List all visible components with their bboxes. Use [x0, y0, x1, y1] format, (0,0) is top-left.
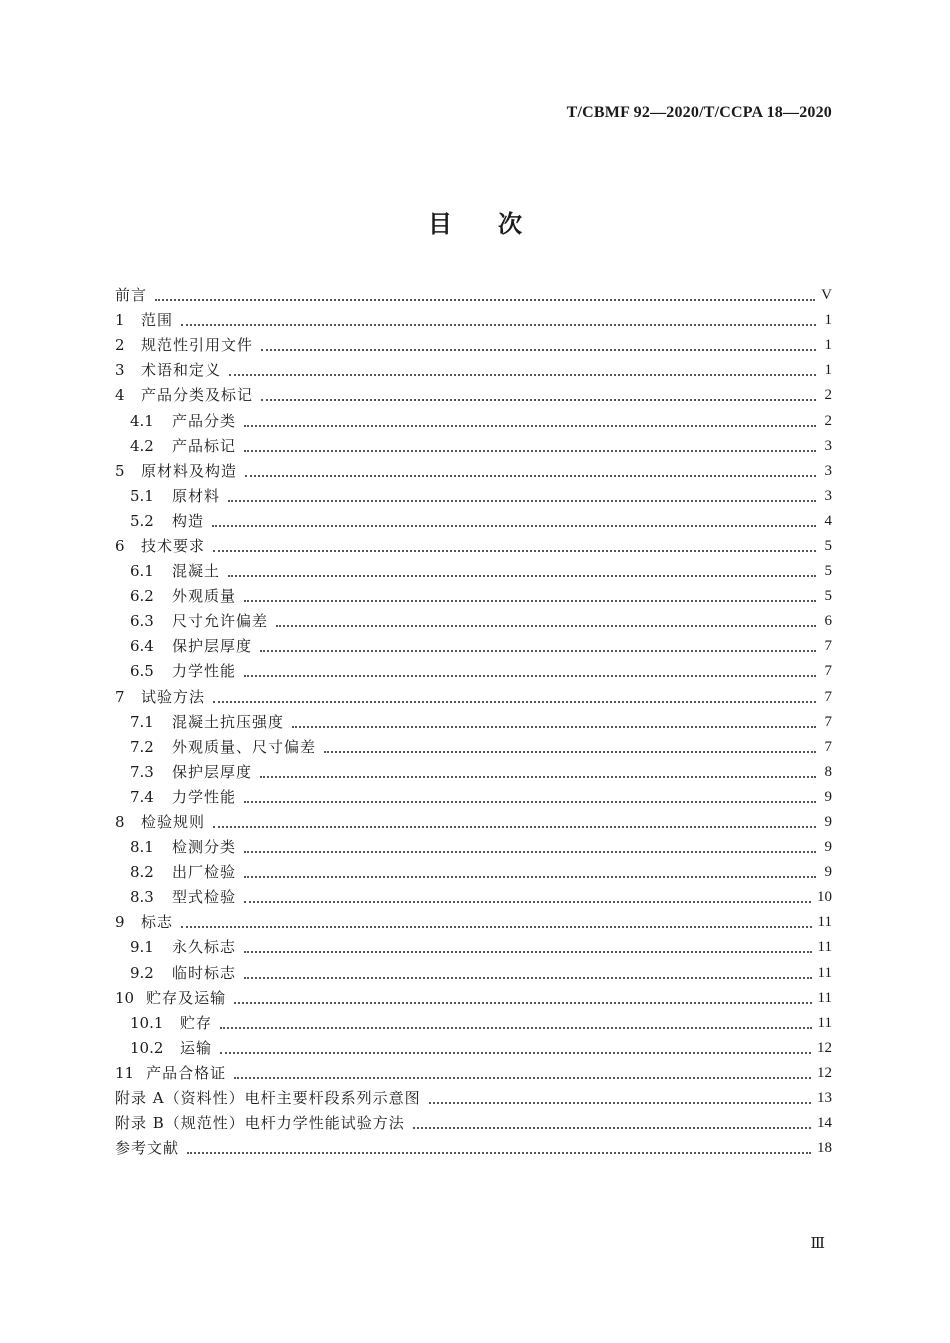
toc-entry-number: 3	[115, 361, 125, 380]
toc-entry-title: 检验规则	[141, 813, 206, 832]
toc-entry-page: 11	[817, 964, 832, 981]
toc-entry[interactable]	[115, 484, 832, 509]
toc-entry-page: 4	[824, 512, 832, 529]
toc-entry-title: 参考文献	[115, 1139, 180, 1158]
toc-entry-title: 标志	[141, 913, 174, 932]
toc-entry-page: 1	[824, 362, 832, 379]
toc-entry-page: 1	[824, 337, 832, 354]
toc-entry-page: 2	[824, 412, 832, 429]
toc-entry[interactable]	[115, 283, 832, 308]
toc-dot-leader	[229, 373, 816, 376]
toc-entry[interactable]	[115, 308, 832, 333]
toc-entry-title: 贮存	[180, 1013, 213, 1032]
toc-entry-title: 附录 A（资料性）电杆主要杆段系列示意图	[115, 1089, 421, 1108]
toc-entry[interactable]	[115, 1111, 832, 1136]
toc-dot-leader	[181, 323, 816, 326]
toc-entry-number: 6.5	[130, 662, 154, 681]
toc-entry[interactable]	[115, 760, 832, 785]
toc-dot-leader	[260, 649, 816, 652]
toc-entry-title: 运输	[180, 1038, 213, 1057]
toc-entry[interactable]	[115, 358, 832, 383]
toc-entry-title: 外观质量、尺寸偏差	[172, 737, 317, 756]
toc-entry-title: 检测分类	[172, 838, 237, 857]
toc-entry-title: 出厂检验	[172, 863, 237, 882]
toc-dot-leader	[244, 800, 816, 803]
toc-entry-number: 4	[115, 386, 125, 405]
toc-entry-title: 附录 B（规范性）电杆力学性能试验方法	[115, 1114, 405, 1133]
toc-entry-page: 9	[824, 864, 832, 881]
toc-entry-page: 6	[824, 613, 832, 630]
toc-entry-title: 混凝土	[172, 562, 221, 581]
toc-dot-leader	[212, 524, 816, 527]
toc-dot-leader	[261, 348, 816, 351]
toc-entry-page: 9	[824, 839, 832, 856]
toc-entry[interactable]	[115, 559, 832, 584]
toc-entry-title: 规范性引用文件	[141, 336, 254, 355]
toc-entry-page: 14	[817, 1115, 832, 1132]
toc-dot-leader	[244, 850, 816, 853]
toc-entry-page: 7	[824, 713, 832, 730]
toc-entry-page: 11	[817, 939, 832, 956]
toc-entry-number: 9	[115, 913, 125, 932]
toc-entry[interactable]	[115, 810, 832, 835]
toc-entry[interactable]	[115, 383, 832, 408]
toc-dot-leader	[213, 549, 816, 552]
toc-entry-title: 贮存及运输	[146, 988, 227, 1007]
toc-dot-leader	[244, 599, 816, 602]
toc-dot-leader	[261, 398, 816, 401]
toc-entry[interactable]	[115, 1061, 832, 1086]
toc-entry-page: 3	[824, 462, 832, 479]
toc-entry[interactable]	[115, 710, 832, 735]
toc-entry-title: 构造	[172, 511, 205, 530]
toc-entry-title: 原材料及构造	[141, 461, 238, 480]
toc-entry-title: 临时标志	[172, 963, 237, 982]
toc-entry-number: 2	[115, 336, 125, 355]
toc-dot-leader	[244, 900, 811, 903]
toc-dot-leader	[244, 449, 816, 452]
toc-entry-page: 5	[824, 588, 832, 605]
page-number: Ⅲ	[810, 1236, 825, 1252]
toc-entry-title: 技术要求	[141, 536, 206, 555]
toc-entry-number: 5.1	[130, 486, 154, 505]
toc-entry[interactable]	[115, 735, 832, 760]
toc-entry-number: 4.1	[130, 411, 154, 430]
toc-entry-page: 11	[817, 989, 832, 1006]
toc-entry[interactable]	[115, 935, 832, 960]
toc-entry-title: 保护层厚度	[172, 762, 253, 781]
toc-entry-page: 9	[824, 788, 832, 805]
toc-entry-page: V	[821, 287, 832, 304]
toc-entry[interactable]	[115, 986, 832, 1011]
toc-entry-number: 4.2	[130, 436, 154, 455]
toc-entry-number: 9.2	[130, 963, 154, 982]
toc-dot-leader	[213, 700, 816, 703]
toc-entry-title: 原材料	[172, 486, 221, 505]
toc-dot-leader	[292, 725, 816, 728]
toc-entry-page: 7	[824, 638, 832, 655]
toc-dot-leader	[276, 624, 816, 627]
toc-entry-title: 试验方法	[141, 687, 206, 706]
toc-dot-leader	[260, 775, 816, 778]
toc-dot-leader	[181, 925, 812, 928]
toc-entry-title: 保护层厚度	[172, 637, 253, 656]
toc-entry-number: 8.1	[130, 838, 154, 857]
toc-dot-leader	[244, 674, 816, 677]
toc-entry-page: 9	[824, 814, 832, 831]
toc-dot-leader	[213, 825, 816, 828]
toc-entry-number: 7	[115, 687, 125, 706]
toc-entry[interactable]	[115, 1136, 832, 1161]
toc-entry-page: 10	[817, 889, 832, 906]
toc-dot-leader	[413, 1126, 811, 1129]
toc-entry-page: 5	[824, 537, 832, 554]
toc-entry-number: 1	[115, 311, 125, 330]
toc-entry-title: 范围	[141, 311, 174, 330]
toc-dot-leader	[234, 1076, 811, 1079]
toc-entry-number: 6.4	[130, 637, 154, 656]
toc-entry-number: 10	[115, 988, 135, 1007]
toc-entry-page: 7	[824, 688, 832, 705]
toc-entry-title: 混凝土抗压强度	[172, 712, 285, 731]
toc-entry-page: 12	[817, 1039, 832, 1056]
toc-entry-number: 11	[115, 1063, 135, 1082]
toc-entry-title: 前言	[115, 286, 148, 305]
toc-dot-leader	[244, 424, 816, 427]
toc-entry[interactable]	[115, 860, 832, 885]
toc-entry-number: 8.2	[130, 863, 154, 882]
toc-entry[interactable]	[115, 1086, 832, 1111]
toc-entry-page: 13	[817, 1090, 832, 1107]
toc-entry-number: 6.2	[130, 587, 154, 606]
toc-entry[interactable]	[115, 459, 832, 484]
toc-entry-number: 7.1	[130, 712, 154, 731]
toc-entry-page: 18	[817, 1140, 832, 1157]
toc-entry-number: 5	[115, 461, 125, 480]
toc-entry[interactable]	[115, 408, 832, 433]
toc-entry-number: 9.1	[130, 938, 154, 957]
toc-entry-title: 术语和定义	[141, 361, 222, 380]
toc-entry-title: 尺寸允许偏差	[172, 612, 269, 631]
toc-entry[interactable]	[115, 885, 832, 910]
toc-entry[interactable]	[115, 584, 832, 609]
toc-entry[interactable]	[115, 1036, 832, 1061]
toc-entry-title: 产品标记	[172, 436, 237, 455]
toc-entry-number: 10.1	[130, 1013, 164, 1032]
toc-entry-title: 永久标志	[172, 938, 237, 957]
toc-entry-title: 型式检验	[172, 888, 237, 907]
toc-entry-page: 12	[817, 1064, 832, 1081]
toc-entry-page: 3	[824, 437, 832, 454]
toc-entry-page: 11	[817, 1014, 832, 1031]
toc-entry-number: 7.2	[130, 737, 154, 756]
toc-dot-leader	[220, 1026, 812, 1029]
toc-entry[interactable]	[115, 434, 832, 459]
toc-entry-title: 外观质量	[172, 587, 237, 606]
toc-entry[interactable]	[115, 659, 832, 684]
toc-entry-page: 1	[824, 312, 832, 329]
toc-entry-page: 3	[824, 487, 832, 504]
toc-entry[interactable]	[115, 961, 832, 986]
toc-dot-leader	[244, 976, 812, 979]
toc-dot-leader	[155, 298, 815, 301]
toc-entry[interactable]	[115, 333, 832, 358]
toc-entry-page: 11	[817, 914, 832, 931]
toc-entry-title: 力学性能	[172, 662, 237, 681]
document-code: T/CBMF 92—2020/T/CCPA 18—2020	[566, 104, 832, 121]
toc-entry-page: 7	[824, 663, 832, 680]
toc-entry-page: 7	[824, 738, 832, 755]
toc-entry-number: 7.4	[130, 787, 154, 806]
toc-entry-number: 10.2	[130, 1038, 164, 1057]
toc-entry-number: 8	[115, 813, 125, 832]
toc-entry[interactable]	[115, 509, 832, 534]
toc-entry-number: 8.3	[130, 888, 154, 907]
toc-entry-number: 6.1	[130, 562, 154, 581]
toc-entry-number: 6	[115, 536, 125, 555]
toc-entry-title: 产品分类及标记	[141, 386, 254, 405]
toc-dot-leader	[245, 474, 816, 477]
toc-entry-title: 力学性能	[172, 787, 237, 806]
toc-entry-number: 6.3	[130, 612, 154, 631]
toc-dot-leader	[220, 1051, 811, 1054]
toc-entry[interactable]	[115, 910, 832, 935]
toc-dot-leader	[228, 574, 816, 577]
toc-entry[interactable]	[115, 785, 832, 810]
toc-entry-page: 2	[824, 387, 832, 404]
toc-dot-leader	[234, 1001, 811, 1004]
toc-entry[interactable]	[115, 534, 832, 559]
toc-dot-leader	[324, 750, 816, 753]
toc-entry[interactable]	[115, 685, 832, 710]
toc-entry-title: 产品合格证	[146, 1063, 227, 1082]
toc-entry[interactable]	[115, 835, 832, 860]
toc-dot-leader	[244, 950, 812, 953]
toc-dot-leader	[429, 1101, 811, 1104]
toc-entry-title: 产品分类	[172, 411, 237, 430]
toc-entry-page: 5	[824, 563, 832, 580]
toc-entry-number: 5.2	[130, 511, 154, 530]
toc-entry[interactable]	[115, 634, 832, 659]
toc-entry-number: 7.3	[130, 762, 154, 781]
page-title: 目次	[428, 209, 568, 238]
toc-entry-page: 8	[824, 763, 832, 780]
toc-dot-leader	[187, 1151, 811, 1154]
toc-entry[interactable]	[115, 1011, 832, 1036]
toc-dot-leader	[244, 875, 816, 878]
table-of-contents	[115, 283, 832, 1161]
toc-entry[interactable]	[115, 609, 832, 634]
toc-dot-leader	[228, 499, 816, 502]
